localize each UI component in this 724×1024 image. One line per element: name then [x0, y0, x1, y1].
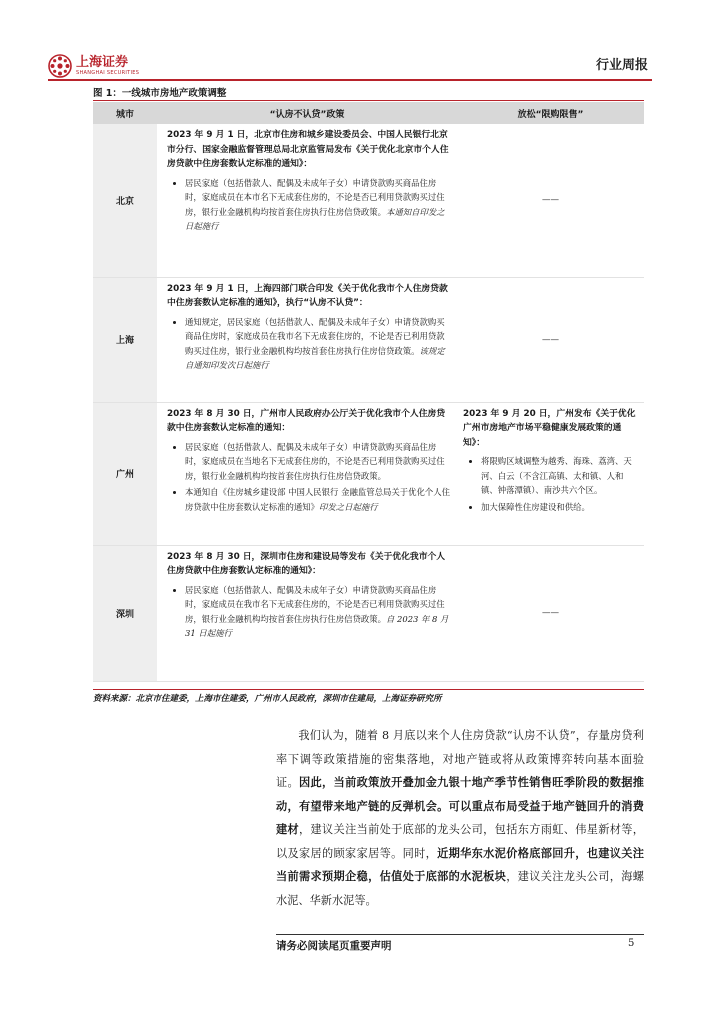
relax-cell	[457, 545, 644, 681]
policy-heading: 2023 年 9 月 1 日，上海四部门联合印发《关于优化我市个人住房贷款中住房套数认定标准的通知》，执行“认房不认贷”：	[167, 283, 448, 308]
paragraph-text: ，建议关注当前处于底部的龙头公司，包括东方雨虹、伟星新材等，以及家居的顾家家居等。同时，	[276, 823, 644, 860]
policy-list	[167, 440, 451, 515]
analysis-paragraph	[276, 724, 644, 912]
page-number: 5	[628, 938, 635, 949]
column-header-relax: 放松“限购限售”	[457, 102, 644, 124]
figure-title: 图 1：一线城市房地产政策调整	[93, 88, 227, 99]
policy-cell	[157, 545, 457, 681]
paragraph-emphasis: 因此，当前政策放开叠加金九银十地产季节性销售旺季阶段的数据推动，有望带来地产链的反弹机会。可以重点布局受益于地产链回升的消费建材	[276, 776, 644, 836]
relax-cell	[457, 277, 644, 402]
relax-cell	[457, 124, 644, 277]
list-item: • 通知规定，居民家庭（包括借款人、配偶及未成年子女）申请贷款购买商品住房时，家庭成员在我市名下无成套住房的，不论是否已利用贷款购买过住房，银行业金融机构均按首套住房执行住房信贷政策。该规定自通知印发次日起施行	[185, 315, 451, 373]
empty-dash: ——	[542, 195, 559, 206]
paragraph-text: 我们认为，随着 8 月底以来个人住房贷款“认房不认贷”，存量房贷利率下调等政策措施的密集落地，对地产链或将从政策博弈转向基本面验证。	[276, 729, 644, 789]
list-item: • 居民家庭（包括借款人、配偶及未成年子女）申请贷款购买商品住房时，家庭成员在本市名下无成套住房的，不论是否已利用贷款购买过住房，银行业金融机构均按首套住房执行住房信贷政策。本通知自印发之日起施行	[185, 176, 451, 234]
report-type: 行业周报	[595, 58, 648, 73]
policy-heading: 2023 年 9 月 1 日，北京市住房和城乡建设委员会、中国人民银行北京市分行、国家金融监督管理总局北京监管局发布《关于优化北京市个人住房贷款中住房套数认定标准的通知》：	[167, 130, 449, 169]
list-item: • 将限购区域调整为越秀、海珠、荔湾、天河、白云（不含江高镇、太和镇、人和镇、钟落潭镇）、南沙共六个区。	[481, 454, 638, 498]
company-logo	[48, 54, 139, 78]
empty-dash: ——	[542, 334, 559, 345]
logo-english-name: SHANGHAI SECURITIES	[76, 69, 140, 76]
footer-divider	[276, 934, 644, 935]
paragraph-text: ，建议关注龙头公司，海螺水泥、华新水泥等。	[276, 870, 644, 907]
policy-cell	[157, 402, 457, 545]
table-header-row	[93, 102, 644, 124]
city-cell: 广州	[93, 402, 157, 545]
relax-cell	[457, 402, 644, 545]
table-row	[93, 277, 644, 402]
figure-source: 资料来源：北京市住建委，上海市住建委，广州市人民政府，深圳市住建局，上海证券研究所	[93, 694, 442, 704]
policy-cell	[157, 124, 457, 277]
empty-dash: ——	[542, 608, 559, 618]
policy-list	[167, 315, 451, 373]
city-cell: 上海	[93, 277, 157, 402]
table-row	[93, 124, 644, 277]
policy-table	[93, 102, 644, 682]
city-cell: 北京	[93, 124, 157, 277]
policy-heading: 2023 年 8 月 30 日，深圳市住房和建设局等发布《关于优化我市个人住房贷款中住房套数认定标准的通知》：	[167, 551, 446, 576]
list-item: • 居民家庭（包括借款人、配偶及未成年子女）申请贷款购买商品住房时，家庭成员在当地名下无成套住房的，不论是否已利用贷款购买过住房，银行业金融机构均按首套住房执行住房信贷政策。	[185, 440, 451, 484]
list-item: • 加大保障性住房建设和供给。	[481, 500, 638, 515]
column-header-city: 城市	[93, 102, 157, 124]
policy-list	[167, 176, 451, 234]
policy-heading: 2023 年 8 月 30 日，广州市人民政府办公厅关于优化我市个人住房贷款中住房套数认定标准的通知：	[167, 408, 446, 433]
table-row	[93, 402, 644, 545]
logo-emblem-icon	[48, 54, 72, 78]
paragraph-emphasis: 近期华东水泥价格底部回升，也建议关注当前需求预期企稳，估值处于底部的水泥板块	[276, 846, 644, 883]
relax-list	[463, 454, 638, 514]
relax-heading: 2023 年 9 月 20 日，广州发布《关于优化广州市房地产市场平稳健康发展政策的通知》：	[463, 408, 636, 448]
list-item: • 本通知自《住房城乡建设部 中国人民银行 金融监管总局关于优化个人住房贷款中住房套数认定标准的通知》印发之日起施行	[185, 485, 451, 514]
source-divider	[93, 689, 644, 690]
header-divider	[48, 79, 652, 81]
city-cell: 深圳	[93, 545, 157, 681]
table-row	[93, 545, 644, 681]
policy-cell	[157, 277, 457, 402]
column-header-policy: “认房不认贷”政策	[157, 102, 457, 124]
figure-title-divider	[93, 100, 644, 101]
disclaimer-note: 请务必阅读尾页重要声明	[276, 940, 392, 952]
page-header	[48, 52, 652, 80]
logo-chinese-name: 上海证券	[76, 54, 129, 70]
list-item: • 居民家庭（包括借款人、配偶及未成年子女）申请贷款购买商品住房时，家庭成员在我市名下无成套住房的，不论是否已利用贷款购买过住房，银行业金融机构均按首套住房执行住房信贷政策。自 2023 年 8 月 31 日起施行	[185, 583, 451, 641]
policy-list	[167, 583, 451, 641]
